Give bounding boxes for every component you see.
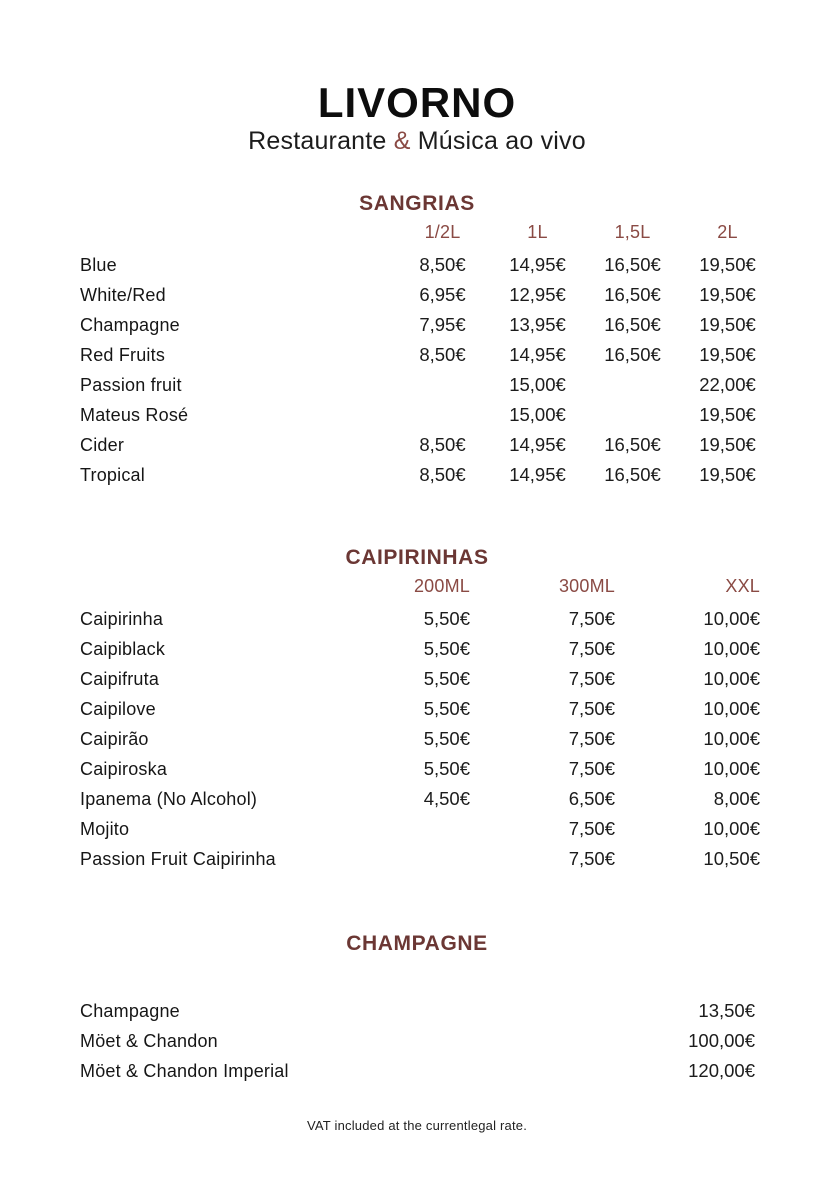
section-sangrias: [0, 192, 834, 490]
column-header-row: [80, 574, 760, 598]
item-name: Möet & Chandon: [80, 1030, 218, 1051]
item-price: 16,50€: [604, 314, 661, 335]
item-price: 16,50€: [604, 344, 661, 365]
column-header: 1L: [527, 221, 548, 242]
item-price: 5,50€: [423, 608, 470, 629]
item-name: Caipirinha: [80, 608, 164, 629]
menu-item-row: [80, 310, 775, 340]
menu-item-row: [80, 280, 775, 310]
item-price: 5,50€: [423, 668, 470, 689]
menu-item-row: [80, 460, 775, 490]
menu-item-row: [80, 844, 760, 874]
menu-item-row: [80, 340, 775, 370]
subtitle-text-post: Música ao vivo: [410, 127, 586, 155]
item-price: 100,00€: [688, 1030, 755, 1051]
menu-item-row: [80, 430, 775, 460]
item-price: 15,00€: [509, 374, 566, 395]
item-price: 7,50€: [568, 758, 615, 779]
restaurant-subtitle: [0, 127, 834, 156]
item-price: 19,50€: [699, 464, 756, 485]
item-price: 8,50€: [419, 464, 466, 485]
item-price: 19,50€: [699, 314, 756, 335]
item-price: 5,50€: [423, 728, 470, 749]
section-caipirinhas: [0, 546, 834, 874]
menu-item-row: [80, 754, 760, 784]
item-name: Caipiblack: [80, 638, 166, 659]
item-price: 7,50€: [568, 698, 615, 719]
menu-item-row: [80, 604, 760, 634]
item-price: 7,50€: [568, 668, 615, 689]
item-price: 10,00€: [703, 638, 760, 659]
item-price: 14,95€: [509, 434, 566, 455]
menu-item-row: [80, 784, 760, 814]
item-price: 10,00€: [703, 728, 760, 749]
item-price: 7,50€: [568, 818, 615, 839]
column-header-row: [80, 220, 775, 244]
menu-item-row: [80, 996, 755, 1026]
item-price: 7,95€: [419, 314, 466, 335]
item-price: 5,50€: [423, 638, 470, 659]
item-name: Ipanema (No Alcohol): [80, 788, 258, 809]
item-price: 14,95€: [509, 344, 566, 365]
item-price: 10,00€: [703, 758, 760, 779]
section-rows: [0, 220, 834, 490]
item-name: Caipiroska: [80, 758, 168, 779]
menu-sections: [0, 192, 834, 1086]
item-name: Caipifruta: [80, 668, 160, 689]
item-price: 6,50€: [568, 788, 615, 809]
menu-header: [0, 0, 834, 156]
item-price: 7,50€: [568, 608, 615, 629]
item-price: 6,95€: [419, 284, 466, 305]
item-price: 7,50€: [568, 728, 615, 749]
menu-item-row: [80, 634, 760, 664]
item-price: 14,95€: [509, 464, 566, 485]
item-price: 7,50€: [568, 848, 615, 869]
item-price: 120,00€: [688, 1060, 755, 1081]
section-title-caipirinhas: CAIPIRINHAS: [345, 546, 489, 569]
section-champagne: [0, 932, 834, 1086]
column-header: 2L: [717, 221, 738, 242]
item-price: 19,50€: [699, 404, 756, 425]
item-price: 19,50€: [699, 434, 756, 455]
item-name: Möet & Chandon Imperial: [80, 1060, 289, 1081]
item-price: 8,50€: [419, 434, 466, 455]
subtitle-ampersand: &: [393, 127, 411, 155]
item-price: 13,95€: [509, 314, 566, 335]
column-header: 300ML: [558, 575, 615, 596]
item-name: Passion Fruit Caipirinha: [80, 848, 276, 869]
item-name: Champagne: [80, 1000, 180, 1021]
item-price: 16,50€: [604, 254, 661, 275]
menu-item-row: [80, 814, 760, 844]
item-name: Passion fruit: [80, 374, 182, 395]
item-price: 19,50€: [699, 254, 756, 275]
item-price: 15,00€: [509, 404, 566, 425]
item-price: 8,00€: [713, 788, 760, 809]
item-price: 10,50€: [703, 848, 760, 869]
item-price: 12,95€: [509, 284, 566, 305]
item-name: Blue: [80, 254, 117, 275]
subtitle-text-pre: Restaurante: [248, 127, 394, 155]
menu-item-row: [80, 1056, 755, 1086]
section-title-champagne: CHAMPAGNE: [346, 932, 488, 955]
item-name: Mateus Rosé: [80, 404, 189, 425]
menu-item-row: [80, 400, 775, 430]
item-price: 8,50€: [419, 254, 466, 275]
item-price: 14,95€: [509, 254, 566, 275]
section-title-sangrias: SANGRIAS: [359, 192, 475, 215]
item-price: 4,50€: [423, 788, 470, 809]
item-price: 22,00€: [699, 374, 756, 395]
item-price: 19,50€: [699, 284, 756, 305]
item-price: 13,50€: [698, 1000, 755, 1021]
menu-item-row: [80, 694, 760, 724]
menu-item-row: [80, 250, 775, 280]
section-rows: [0, 574, 834, 874]
item-price: 10,00€: [703, 608, 760, 629]
item-price: 16,50€: [604, 464, 661, 485]
item-price: 5,50€: [423, 758, 470, 779]
item-price: 10,00€: [703, 818, 760, 839]
section-rows: [0, 996, 834, 1086]
menu-item-row: [80, 664, 760, 694]
column-header: XXL: [725, 575, 760, 596]
item-price: 7,50€: [568, 638, 615, 659]
menu-item-row: [80, 724, 760, 754]
item-price: 10,00€: [703, 668, 760, 689]
item-name: Caipilove: [80, 698, 156, 719]
menu-item-row: [80, 1026, 755, 1056]
vat-note: VAT included at the currentlegal rate.: [306, 1118, 528, 1133]
item-price: 8,50€: [419, 344, 466, 365]
item-name: Cider: [80, 434, 125, 455]
menu-footer: [0, 1118, 834, 1133]
item-name: Caipirão: [80, 728, 149, 749]
item-price: 10,00€: [703, 698, 760, 719]
item-price: 16,50€: [604, 284, 661, 305]
item-name: Mojito: [80, 818, 130, 839]
column-header: 1,5L: [614, 221, 651, 242]
column-header: 1/2L: [424, 221, 461, 242]
column-header: 200ML: [413, 575, 470, 596]
item-name: White/Red: [80, 284, 166, 305]
item-name: Champagne: [80, 314, 180, 335]
item-price: 19,50€: [699, 344, 756, 365]
item-price: 16,50€: [604, 434, 661, 455]
item-name: Tropical: [80, 464, 145, 485]
restaurant-title: LIVORNO: [317, 79, 517, 126]
menu-item-row: [80, 370, 775, 400]
item-price: 5,50€: [423, 698, 470, 719]
item-name: Red Fruits: [80, 344, 166, 365]
